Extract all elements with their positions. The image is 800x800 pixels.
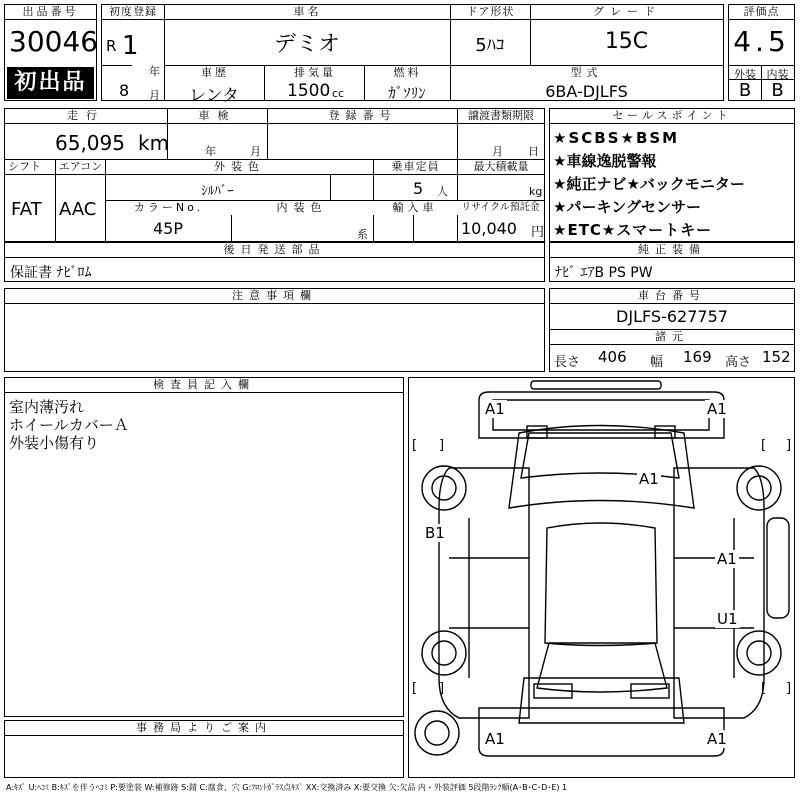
chassis-box [549, 288, 795, 372]
car-name: デミオ [273, 32, 340, 57]
lot-label: 出品番号 [5, 5, 96, 20]
damage-mark-rear-right: A1 [707, 730, 727, 748]
transfer-month-unit: 月 [492, 145, 503, 158]
inspection-label: 車検 [167, 109, 267, 124]
first-listing-text: 初出品 [14, 70, 87, 95]
exterior-color: ｼﾙﾊﾞｰ [201, 184, 234, 199]
notes-box [4, 288, 545, 372]
header-main [101, 4, 724, 106]
sales-points-box [549, 108, 795, 242]
insp-month-unit: 月 [250, 145, 261, 158]
inspector-line-2: ホイールカバーＡ [9, 416, 129, 434]
genuine-label: 純正装備 [550, 243, 794, 258]
sales-point-5: ★ETC★スマートキー [553, 221, 713, 239]
color-no: 45P [152, 219, 183, 238]
bracket-close-4: ] [786, 681, 792, 696]
bracket-open-1: [ [412, 438, 418, 453]
import-label: 輸入車 [373, 201, 457, 215]
transfer-label: 譲渡書類期限 [457, 109, 544, 124]
score-label: 評価点 [729, 5, 794, 20]
damage-mark-right-rear-door: U1 [717, 610, 738, 628]
sales-point-2: ★車線逸脱警報 [553, 152, 657, 170]
fuel: ｶﾞｿﾘﾝ [388, 84, 426, 102]
mileage: 65,095 [55, 131, 125, 155]
later-parts-label: 後日発送部品 [5, 243, 544, 258]
capacity: 5 [413, 179, 424, 198]
ac-label: エアコン [55, 160, 105, 175]
fuel-label: 燃料 [365, 66, 450, 80]
exterior-label: 外装 [734, 68, 756, 81]
damage-mark-hood: A1 [639, 470, 659, 488]
later-parts-box [4, 242, 545, 282]
dims-label: 諸元 [550, 330, 794, 345]
chassis-label: 車台番号 [550, 289, 794, 304]
inspector-label: 検査員記入欄 [5, 378, 403, 393]
car-name-label: 車名 [164, 5, 450, 20]
lot-box [4, 4, 97, 101]
sales-point-1: ★SCBS★BSM [553, 129, 680, 147]
office-label: 事務局よりご案内 [5, 721, 403, 736]
grade-label: グレード [530, 5, 723, 20]
length-label: 長さ [554, 355, 581, 370]
legend: A:ｷｽﾞ U:ﾍｺﾐ B:ｷｽﾞを伴うﾍｺﾐ P:要塗装 W:補修跡 S:錆 C:腐食、穴 G:ﾌﾛﾝﾄｶﾞﾗｽ点ｷｽﾞ XX:交換済み X:要交換 欠:欠品 内・外装評価 5段階ﾗﾝｸ順(A･B･C･D･E) 1 [6, 783, 568, 792]
month-unit: 月 [149, 89, 160, 102]
later-parts-text: 保証書 ﾅﾋﾞﾛﾑ [10, 265, 92, 281]
grade: 15C [604, 29, 649, 54]
width-label: 幅 [650, 355, 664, 370]
sales-point-3: ★純正ナビ★バックモニター [553, 175, 745, 193]
divider [457, 109, 458, 159]
km-unit: km [138, 131, 170, 155]
displacement: 1500 [287, 81, 331, 101]
interior-grade: B [771, 80, 784, 101]
bracket-close-3: ] [439, 681, 445, 696]
width: 169 [683, 348, 712, 366]
interior-color-label: 内装色 [231, 201, 373, 215]
color-no-label: カラーNo. [106, 201, 231, 215]
era: R [106, 37, 117, 55]
inspector-line-1: 室内薄汚れ [9, 398, 85, 416]
transfer-day-unit: 日 [528, 145, 539, 158]
damage-mark-front-left: A1 [485, 400, 505, 418]
shift-label: シフト [5, 160, 55, 175]
divider [413, 214, 414, 241]
mileage-label: 走行 [5, 109, 167, 124]
interior-label: 内装 [766, 68, 789, 81]
exterior-grade: B [738, 80, 752, 101]
door-type: 5ﾊｺ [475, 35, 505, 56]
length: 406 [598, 348, 627, 366]
sales-points-label: セールスポイント [550, 109, 794, 124]
bracket-open-4: [ [761, 681, 767, 696]
bracket-close-2: ] [786, 438, 792, 453]
car-diagram [408, 377, 795, 778]
sales-point-4: ★パーキングセンサー [553, 198, 701, 216]
genuine-box [549, 242, 795, 282]
spec-block [4, 108, 545, 242]
year-unit: 年 [149, 65, 160, 78]
shift: FAT [11, 199, 42, 220]
ac: AAC [59, 199, 97, 220]
insp-year-unit: 年 [205, 145, 216, 158]
lot-number: 30046 [9, 25, 99, 58]
interior-unit: 系 [357, 228, 368, 241]
notes-label: 注意事項欄 [5, 289, 544, 304]
recycle: 10,040 [461, 219, 517, 238]
height: 152 [762, 348, 791, 366]
history-label: 車歴 [165, 66, 265, 80]
divider [264, 65, 265, 100]
model-label: 型式 [450, 66, 723, 80]
inspector-box [4, 377, 404, 717]
bracket-open-3: [ [412, 681, 418, 696]
score-box [728, 4, 795, 101]
inspector-line-3: 外装小傷有り [9, 434, 100, 452]
first-listing-badge [7, 67, 94, 99]
model: 6BA-DJLFS [545, 82, 628, 101]
divider [267, 109, 268, 159]
damage-mark-rear-left: A1 [485, 730, 505, 748]
chassis-number: DJLFS-627757 [616, 307, 728, 326]
damage-mark-front-right: A1 [707, 400, 727, 418]
reg-number-label: 登録番号 [267, 109, 457, 124]
bracket-close-1: ] [439, 438, 445, 453]
bracket-open-2: [ [761, 438, 767, 453]
recycle-label: リサイクル預託金 [457, 201, 544, 215]
height-label: 高さ [725, 355, 752, 370]
capacity-label: 乗車定員 [373, 160, 457, 175]
reg-year: 1 [122, 31, 139, 61]
exterior-color-label: 外装色 [105, 160, 373, 175]
score: 4.5 [733, 25, 790, 58]
divider [55, 159, 56, 241]
first-reg-label: 初度登録 [102, 5, 164, 20]
divider [330, 174, 331, 200]
door-label: ドア形状 [450, 5, 530, 20]
yen-unit: 円 [531, 225, 545, 240]
divider [102, 65, 132, 66]
damage-mark-right-door: A1 [717, 550, 737, 568]
genuine-text: ﾅﾋﾞ ｴｱB PS PW [555, 265, 653, 281]
displacement-label: 排気量 [265, 66, 365, 80]
max-load-label: 最大積載量 [457, 160, 544, 175]
capacity-unit: 人 [437, 185, 448, 198]
history: レンタ [189, 86, 239, 106]
kg-unit: kg [529, 185, 543, 198]
office-box [4, 720, 404, 778]
damage-mark-left-side: B1 [425, 524, 445, 542]
cc-unit: cc [332, 87, 345, 100]
reg-month: 8 [119, 81, 130, 100]
car-diagram-svg [409, 378, 794, 777]
